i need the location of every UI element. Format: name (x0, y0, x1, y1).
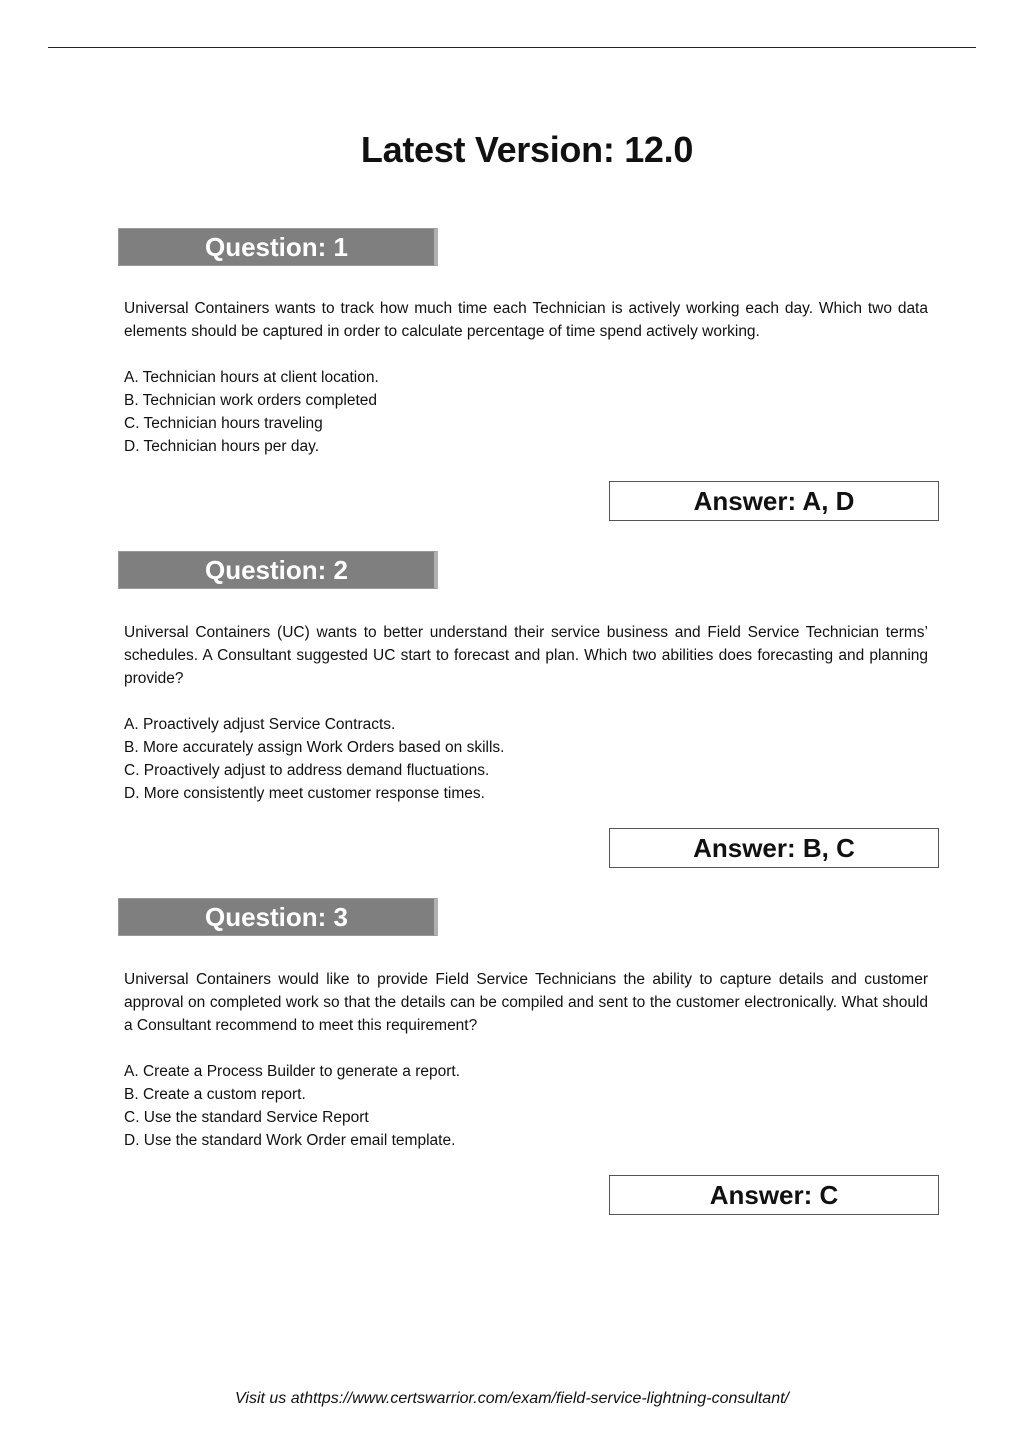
question-1-options (124, 366, 928, 458)
footer-link[interactable]: Visit us athttps://www.certswarrior.com/exam/field-service-lightning-consultant/ (235, 1390, 789, 1407)
top-divider (48, 47, 976, 48)
page-title: Latest Version: 12.0 (360, 129, 694, 170)
option-a: A. Technician hours at client location. (124, 369, 379, 386)
option-b: B. More accurately assign Work Orders based on skills. (124, 739, 505, 756)
question-1-answer: Answer: A, D (609, 481, 939, 521)
question-2-options (124, 713, 928, 805)
question-3-answer: Answer: C (609, 1175, 939, 1215)
question-2-answer: Answer: B, C (609, 828, 939, 868)
option-a: A. Create a Process Builder to generate a report. (124, 1063, 461, 1080)
question-3-text: Universal Containers would like to provide Field Service Technicians the ability to capture details and customer approval on completed work so that the details can be compiled and sent to the customer electronically. What should a Consultant recommend to meet this requirement? (124, 971, 928, 1034)
option-d: D. More consistently meet customer response times. (124, 785, 485, 802)
option-c: C. Use the standard Service Report (124, 1109, 369, 1126)
option-b: B. Create a custom report. (124, 1086, 306, 1103)
option-d: D. Use the standard Work Order email template. (124, 1132, 456, 1149)
question-1-text: Universal Containers wants to track how much time each Technician is actively working each day. Which two data elements should be captured in order to calculate percentage of time spend actively working. (124, 300, 928, 340)
question-1-header: Question: 1 (118, 228, 438, 266)
question-2-text: Universal Containers (UC) wants to better understand their service business and Field Service Technician terms’ schedules. A Consultant suggested UC start to forecast and plan. Which two abilities does forecasting and planning provide? (124, 624, 928, 687)
question-2-header: Question: 2 (118, 551, 438, 589)
option-d: D. Technician hours per day. (124, 438, 320, 455)
option-a: A. Proactively adjust Service Contracts. (124, 716, 396, 733)
question-3-header: Question: 3 (118, 898, 438, 936)
option-c: C. Proactively adjust to address demand fluctuations. (124, 762, 490, 779)
option-c: C. Technician hours traveling (124, 415, 323, 432)
question-3-options (124, 1060, 928, 1152)
option-b: B. Technician work orders completed (124, 392, 378, 409)
